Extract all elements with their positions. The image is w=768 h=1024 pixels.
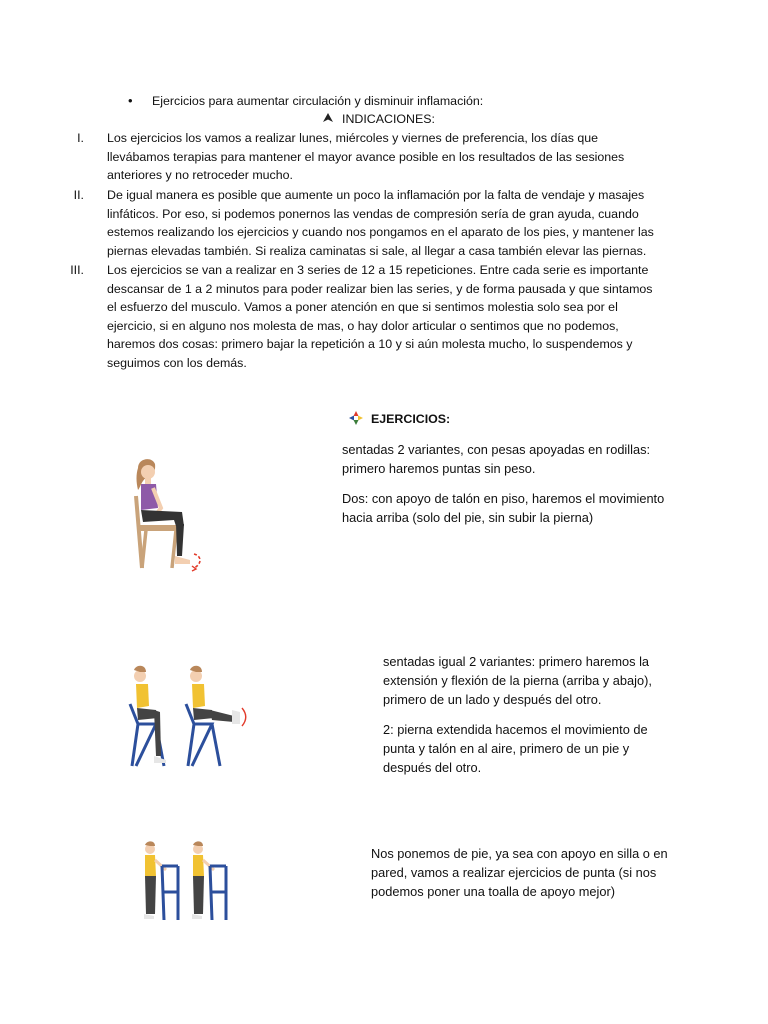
exercise-block-1 [342,440,722,538]
text-line: primero haremos puntas sin peso. [342,461,536,476]
item-2-line: linfáticos. Por eso, si podemos ponernos las vendas de compresión sería de gran ayuda, cuando [107,206,639,221]
standing-toe-raise-illustration [138,840,236,922]
text-line: después del otro. [383,760,482,775]
bullet-dot-icon: • [128,93,133,108]
text-line: primero de un lado y después del otro. [383,692,602,707]
item-3-line: ejercicio, si en alguno nos molesta de mas, o hay dolor articular o sentimos que no podemos, [107,318,619,333]
exercise-block-2 [383,652,703,788]
item-3-line: el esfuerzo del musculo. Vamos a poner atención en que si sentimos molestia solo sea por el [107,300,618,315]
item-1-line: anteriores y no retroceder mucho. [107,168,293,183]
text-line: hacia arriba (solo del pie, sin subir la pierna) [342,510,594,525]
item-paragraph-1 [107,129,672,185]
text-line: punta y talón en al aire, primero de un pie y [383,741,630,756]
arrowhead-icon [322,111,334,123]
text-line: sentadas 2 variantes, con pesas apoyadas en rodillas: [342,442,651,457]
seated-leg-extension-illustration [126,664,248,770]
item-3-line: descansar de 1 a 2 minutos para poder realizar bien las series, y de forma pausada y que sintamos [107,281,653,296]
ejercicios-heading [349,410,450,429]
item-numeral-2: II. [73,188,84,202]
item-1-line: llevábamos terapias para mantener el mayor avance posible en los resultados de las sesiones [107,149,625,164]
item-3-line: seguimos con los demás. [107,355,247,370]
text-line: pared, vamos a realizar ejercicios de punta (si nos [371,865,657,880]
exercise-2-paragraph [383,720,703,777]
intro-bullet-text: Ejercicios para aumentar circulación y disminuir inflamación: [152,94,484,108]
four-arrows-icon [349,411,363,425]
item-2-line: De igual manera es posible que aumente un poco la inflamación por la falta de vendaje y masajes [107,188,645,202]
exercise-block-3 [371,844,701,912]
seated-toe-raise-illustration [128,456,208,574]
item-3-line: Los ejercicios se van a realizar en 3 series de 12 a 15 repeticiones. Entre cada serie es importante [107,263,649,277]
text-line: extensión y flexión de la pierna (arriba y abajo), [383,673,652,688]
indicaciones-label: INDICACIONES: [342,112,435,126]
exercise-2-paragraph [383,652,703,709]
text-line: Dos: con apoyo de talón en piso, haremos el movimiento [342,491,665,506]
item-paragraph-2 [107,186,672,260]
text-line: sentadas igual 2 variantes: primero haremos la [383,654,650,669]
exercise-3-paragraph [371,844,701,901]
text-line: Nos ponemos de pie, ya sea con apoyo en silla o en [371,846,668,861]
exercise-1-paragraph [342,440,722,478]
item-numeral-3: III. [70,263,84,277]
exercise-1-paragraph [342,489,722,527]
item-numeral-1: I. [77,131,84,145]
item-2-line: piernas elevadas también. Si realiza caminatas si sale, al llegar a casa también elevar las piernas. [107,243,647,258]
indicaciones-heading [322,110,435,129]
ejercicios-label: EJERCICIOS: [371,412,451,426]
text-line: podemos poner una toalla de apoyo mejor) [371,884,616,899]
item-3-line: haremos dos cosas: primero bajar la repetición a 10 y si aún molesta mucho, lo suspendemos y [107,337,633,352]
item-2-line: estemos realizando los ejercicios y cuando nos pongamos en el aparato de los pies, y mantener las [107,225,654,240]
item-1-line: Los ejercicios los vamos a realizar lunes, miércoles y viernes de preferencia, los días que [107,131,599,145]
item-paragraph-3 [107,261,672,373]
text-line: 2: pierna extendida hacemos el movimiento de [383,722,648,737]
